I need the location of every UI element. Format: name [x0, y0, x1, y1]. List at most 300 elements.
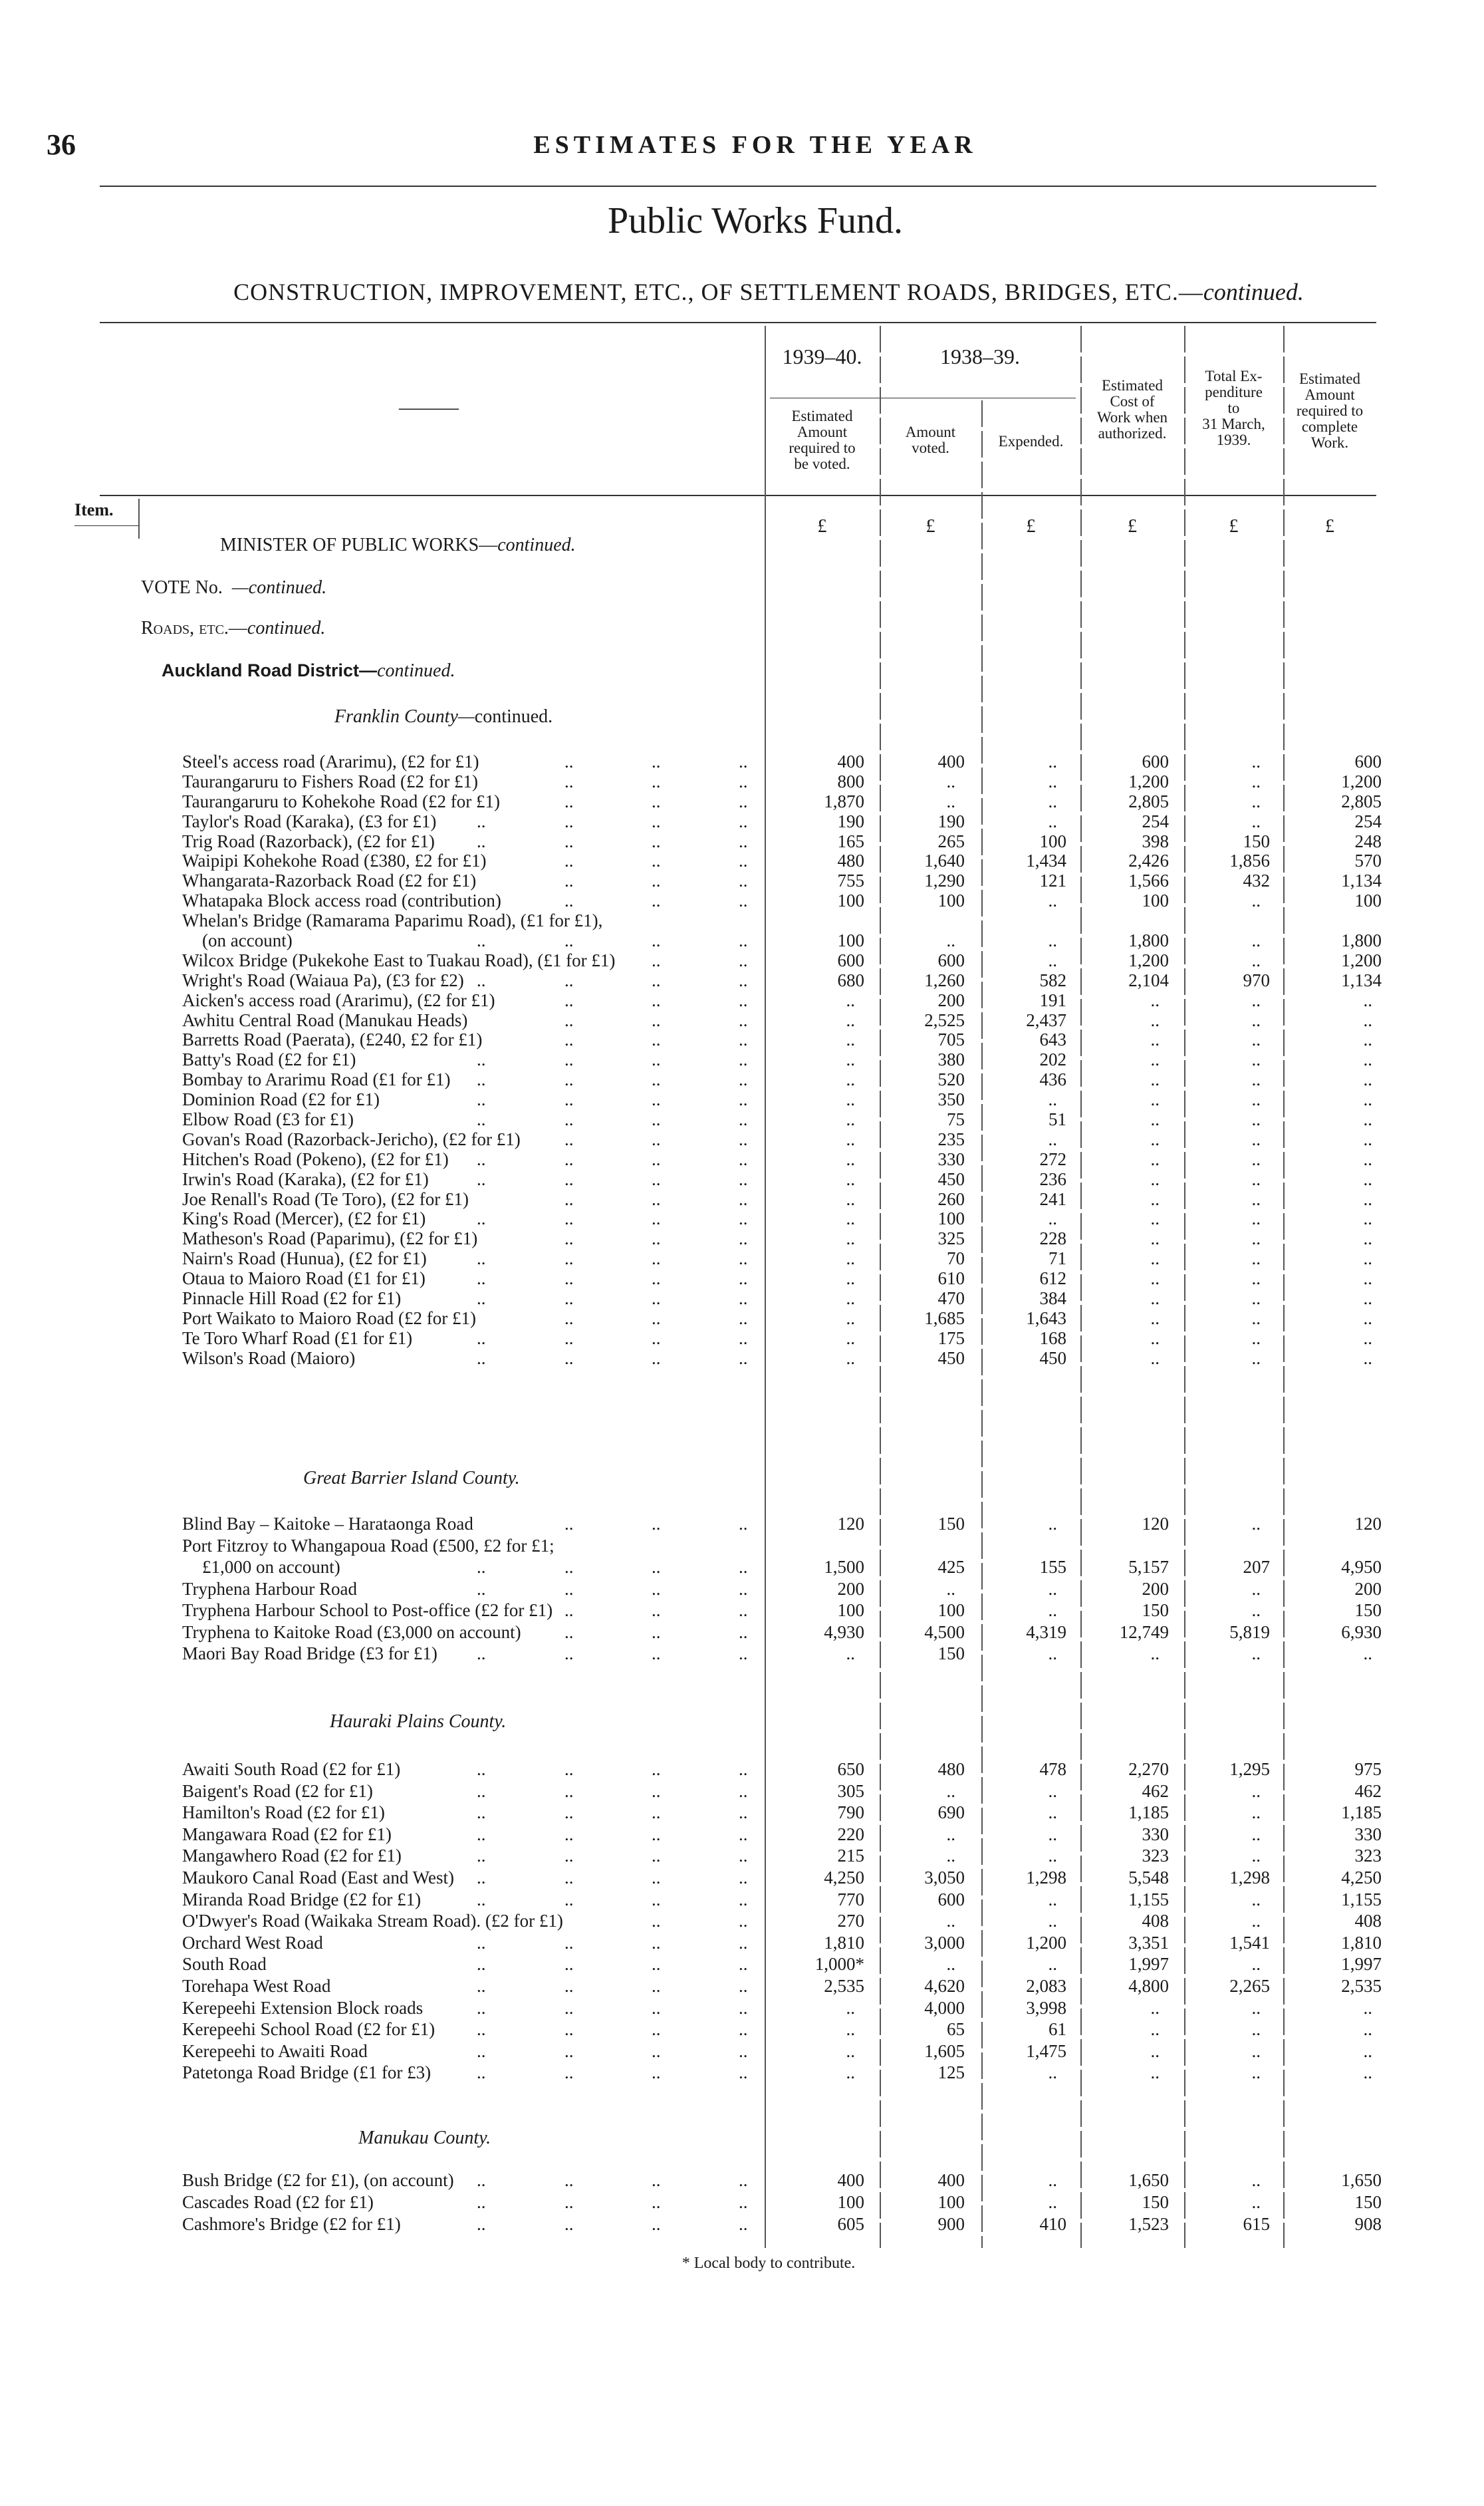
row-description: Mangawhero Road (£2 for £1) — [182, 1846, 402, 1866]
cell-value: .. — [1150, 2040, 1160, 2061]
table-row — [0, 1845, 1484, 1867]
table-row — [0, 1329, 1484, 1349]
dot-leader: .. — [652, 1911, 661, 1931]
currency-symbol: £ — [926, 516, 935, 537]
cell-value: .. — [1251, 1188, 1261, 1209]
cell-value: 582 — [1039, 970, 1066, 990]
table-row — [0, 1910, 1484, 1932]
dot-leader: .. — [477, 1846, 486, 1866]
cell-value: .. — [1150, 1288, 1160, 1309]
row-description: Otaua to Maioro Road (£1 for £1) — [182, 1268, 426, 1289]
dot-leader: .. — [739, 1975, 748, 1996]
header-line: Estimated — [1102, 377, 1163, 394]
dot-leader: .. — [564, 752, 574, 771]
roads-text: Roads, etc.— — [141, 618, 247, 638]
cell-value: .. — [1048, 1889, 1057, 1909]
dot-leader: .. — [652, 1889, 661, 1909]
dot-leader: .. — [564, 1308, 574, 1328]
cell-value: .. — [946, 1911, 955, 1931]
dot-leader: .. — [739, 1228, 748, 1249]
header-line: Expended. — [998, 433, 1064, 450]
row-description: Te Toro Wharf Road (£1 for £1) — [182, 1327, 413, 1348]
county-heading — [358, 2128, 491, 2149]
dot-leader: .. — [477, 1578, 486, 1599]
dot-leader: .. — [564, 1228, 574, 1249]
cell-value: .. — [846, 990, 855, 1010]
dot-leader: .. — [739, 2214, 748, 2234]
dot-leader: .. — [564, 2192, 574, 2212]
cell-value: 235 — [937, 1129, 965, 1149]
cell-value: 1,155 — [1128, 1889, 1169, 1909]
dot-leader: .. — [652, 1069, 661, 1090]
cell-value: 4,930 — [824, 1621, 864, 1642]
header-dash: ——— — [399, 396, 459, 418]
row-description: Kerepeehi to Awaiti Road — [182, 2040, 368, 2061]
cell-value: 254 — [1142, 811, 1169, 831]
dot-leader: .. — [739, 1129, 748, 1149]
cell-value: 478 — [1039, 1759, 1066, 1779]
county-section — [0, 1758, 1484, 2084]
dot-leader: .. — [564, 1557, 574, 1577]
cell-value: 254 — [1354, 811, 1382, 831]
table-row — [0, 1269, 1484, 1289]
cell-value: 2,805 — [1341, 791, 1382, 811]
currency-symbol: £ — [1026, 516, 1036, 537]
dot-leader: .. — [739, 1347, 748, 1368]
cell-value: .. — [1048, 811, 1057, 831]
dot-leader: .. — [739, 1867, 748, 1887]
header-line: Work when — [1096, 409, 1168, 426]
cell-value: 330 — [937, 1149, 965, 1169]
dot-leader: .. — [652, 871, 661, 891]
dot-leader: .. — [564, 990, 574, 1010]
cell-value: .. — [1048, 791, 1057, 811]
table-row — [0, 2191, 1484, 2213]
cell-value: .. — [1251, 930, 1261, 951]
dot-leader: .. — [652, 1557, 661, 1577]
dot-leader: .. — [739, 2040, 748, 2061]
header-line: required to — [789, 440, 856, 456]
dot-leader: .. — [652, 1846, 661, 1866]
row-description: Maukoro Canal Road (East and West) — [182, 1867, 454, 1887]
cell-value: .. — [1251, 1208, 1261, 1229]
cell-value: 1,200 — [1128, 771, 1169, 791]
header-line: Amount — [905, 424, 956, 440]
cell-value: .. — [1048, 2170, 1057, 2190]
row-description: Bush Bridge (£2 for £1), (on account) — [182, 2170, 454, 2190]
row-description: Hamilton's Road (£2 for £1) — [182, 1802, 385, 1823]
dot-leader: .. — [477, 1932, 486, 1953]
dot-leader: .. — [564, 1268, 574, 1289]
row-description: Cascades Road (£2 for £1) — [182, 2192, 374, 2212]
cell-value: 1,134 — [1341, 871, 1382, 891]
dot-leader: .. — [564, 1069, 574, 1090]
dot-leader: .. — [652, 791, 661, 811]
cell-value: .. — [946, 791, 955, 811]
table-row — [0, 891, 1484, 911]
row-description: Blind Bay – Kaitoke – Harataonga Road — [182, 1514, 473, 1534]
dot-leader: .. — [652, 1308, 661, 1328]
row-description: Whatapaka Block access road (contribution) — [182, 891, 501, 911]
dot-leader: .. — [477, 1557, 486, 1577]
item-label: Item. — [74, 500, 114, 519]
cell-value: 100 — [1354, 891, 1382, 911]
cell-value: 1,200 — [1026, 1932, 1066, 1953]
county-name: Great Barrier Island County. — [303, 1468, 520, 1488]
cell-value: 215 — [837, 1846, 864, 1866]
cell-value: 200 — [837, 1578, 864, 1599]
cell-value: .. — [846, 1347, 855, 1368]
cell-value: .. — [846, 1109, 855, 1130]
header-line: authorized. — [1098, 425, 1167, 442]
table-row — [0, 1975, 1484, 1997]
cell-value: 202 — [1039, 1049, 1066, 1070]
row-description: South Road — [182, 1954, 267, 1975]
dot-leader: .. — [652, 1188, 661, 1209]
cell-value: .. — [846, 1327, 855, 1348]
table-row — [0, 1932, 1484, 1954]
dot-leader: .. — [564, 1932, 574, 1953]
cell-value: .. — [1363, 1997, 1372, 2018]
dot-leader: .. — [564, 1169, 574, 1189]
header-line: 1939. — [1216, 432, 1251, 448]
cell-value: 398 — [1142, 831, 1169, 851]
row-description: Awaiti South Road (£2 for £1) — [182, 1759, 401, 1779]
dot-leader: .. — [564, 1997, 574, 2018]
dot-leader: .. — [739, 1149, 748, 1169]
roads-heading — [141, 618, 325, 639]
dot-leader: .. — [564, 891, 574, 911]
cell-value: 71 — [1049, 1248, 1066, 1269]
dot-leader: .. — [652, 1578, 661, 1599]
cell-value: 1,650 — [1341, 2170, 1382, 2190]
dot-leader: .. — [739, 2019, 748, 2040]
dot-leader: .. — [739, 1557, 748, 1577]
cell-value: .. — [1363, 1030, 1372, 1050]
cell-value: 1,541 — [1229, 1932, 1270, 1953]
dot-leader: .. — [652, 950, 661, 970]
cell-value: .. — [846, 1268, 855, 1289]
cell-value: .. — [1150, 1010, 1160, 1030]
dot-leader: .. — [564, 851, 574, 871]
cell-value: 2,270 — [1128, 1759, 1169, 1779]
cell-value: 1,650 — [1128, 2170, 1169, 2190]
header-year-1939-40: 1939–40. — [782, 345, 862, 368]
cell-value: 705 — [937, 1030, 965, 1050]
cell-value: 1,134 — [1341, 970, 1382, 990]
dot-leader: .. — [652, 1149, 661, 1169]
dot-leader: .. — [652, 1208, 661, 1229]
dot-leader: .. — [564, 1867, 574, 1887]
dot-leader: .. — [564, 2170, 574, 2190]
dot-leader: .. — [477, 1997, 486, 2018]
dot-leader: .. — [739, 1911, 748, 1931]
cell-value: 6,930 — [1341, 1621, 1382, 1642]
dot-leader: .. — [739, 1049, 748, 1070]
dot-leader: .. — [739, 891, 748, 911]
row-description: Pinnacle Hill Road (£2 for £1) — [182, 1288, 402, 1309]
header-year-1938-39: 1938–39. — [940, 345, 1020, 368]
row-description: Taurangaruru to Fishers Road (£2 for £1) — [182, 771, 478, 791]
cell-value: .. — [1048, 950, 1057, 970]
row-description: Matheson's Road (Paparimu), (£2 for £1) — [182, 1228, 478, 1249]
cell-value: .. — [1363, 1643, 1372, 1663]
cell-value: 2,265 — [1229, 1975, 1270, 1996]
cell-value: 600 — [937, 950, 965, 970]
dot-leader: .. — [564, 1759, 574, 1779]
dot-leader: .. — [652, 1169, 661, 1189]
cell-value: .. — [1363, 1010, 1372, 1030]
cell-value: 1,997 — [1341, 1954, 1382, 1975]
table-row — [0, 752, 1484, 772]
county-continued: continued. — [474, 706, 553, 727]
header-estimated-amount-to-be-voted — [765, 408, 880, 472]
cell-value: .. — [846, 1069, 855, 1090]
dot-leader: .. — [739, 2170, 748, 2190]
row-description: Elbow Road (£3 for £1) — [182, 1109, 354, 1130]
table-row — [0, 911, 1484, 931]
dot-leader: .. — [652, 930, 661, 951]
cell-value: .. — [1150, 1347, 1160, 1368]
dot-leader: .. — [652, 771, 661, 791]
cell-value: .. — [1251, 2040, 1261, 2061]
cell-value: .. — [1251, 811, 1261, 831]
cell-value: .. — [1048, 1846, 1057, 1866]
row-description: Kerepeehi Extension Block roads — [182, 1997, 424, 2018]
header-line: penditure — [1205, 384, 1263, 400]
district-continued: continued. — [377, 660, 455, 681]
dot-leader: .. — [477, 811, 486, 831]
table-row — [0, 2062, 1484, 2084]
table-row — [0, 1249, 1484, 1269]
cell-value: 1,185 — [1341, 1802, 1382, 1823]
cell-value: .. — [1251, 1514, 1261, 1534]
dot-leader: .. — [652, 1347, 661, 1368]
cell-value: 1,856 — [1229, 851, 1270, 871]
dot-leader: .. — [739, 811, 748, 831]
header-line: to — [1227, 400, 1240, 416]
dot-leader: .. — [564, 1288, 574, 1309]
row-description: Steel's access road (Ararimu), (£2 for £1) — [182, 752, 479, 771]
header-estimated-to-complete — [1283, 371, 1376, 451]
cell-value: .. — [1251, 1327, 1261, 1348]
table-row — [0, 1289, 1484, 1309]
cell-value: .. — [1150, 2062, 1160, 2083]
cell-value: .. — [1150, 1308, 1160, 1328]
dot-leader: .. — [564, 970, 574, 990]
cell-value: 100 — [837, 891, 864, 911]
cell-value: 1,295 — [1229, 1759, 1270, 1779]
dot-leader: .. — [564, 1030, 574, 1050]
cell-value: 270 — [837, 1911, 864, 1931]
table-row — [0, 2040, 1484, 2062]
cell-value: 3,351 — [1128, 1932, 1169, 1953]
dot-leader: .. — [739, 1954, 748, 1975]
cell-value: 1,605 — [924, 2040, 965, 2061]
cell-value: 2,437 — [1026, 1010, 1066, 1030]
cell-value: .. — [1048, 1208, 1057, 1229]
cell-value: 100 — [937, 891, 965, 911]
cell-value: .. — [846, 1149, 855, 1169]
dot-leader: .. — [739, 1169, 748, 1189]
cell-value: .. — [1251, 771, 1261, 791]
row-description: Wilson's Road (Maioro) — [182, 1347, 356, 1368]
dot-leader: .. — [652, 2062, 661, 2083]
cell-value: .. — [1150, 1248, 1160, 1269]
dot-leader: .. — [652, 2019, 661, 2040]
cell-value: 380 — [937, 1049, 965, 1070]
row-description: Patetonga Road Bridge (£1 for £3) — [182, 2062, 432, 2083]
header-line: Estimated — [791, 408, 853, 424]
dot-leader: .. — [739, 2062, 748, 2083]
cell-value: .. — [1251, 1049, 1261, 1070]
dot-leader: .. — [564, 1089, 574, 1110]
district-text: Auckland Road District— — [162, 660, 378, 680]
cell-value: 260 — [937, 1188, 965, 1209]
currency-symbol: £ — [817, 516, 827, 537]
dot-leader: .. — [477, 1049, 486, 1070]
cell-value: 150 — [1354, 2192, 1382, 2212]
cell-value: .. — [846, 1308, 855, 1328]
cell-value: 330 — [1142, 1824, 1169, 1844]
dot-leader: .. — [564, 771, 574, 791]
cell-value: .. — [946, 771, 955, 791]
table-row — [0, 1824, 1484, 1846]
table-row — [0, 2169, 1484, 2191]
dot-leader: .. — [652, 1109, 661, 1130]
row-description: Taylor's Road (Karaka), (£3 for £1) — [182, 811, 437, 831]
fund-title: Public Works Fund. — [607, 200, 904, 241]
cell-value: .. — [1363, 1288, 1372, 1309]
dot-leader: .. — [739, 2192, 748, 2212]
cell-value: 3,000 — [924, 1932, 965, 1953]
row-description: Port Waikato to Maioro Road (£2 for £1) — [182, 1308, 477, 1328]
vote-heading — [141, 577, 326, 599]
table-row — [0, 1643, 1484, 1665]
county-heading — [330, 1711, 506, 1733]
dot-leader: .. — [739, 1208, 748, 1229]
cell-value: 200 — [937, 990, 965, 1010]
cell-value: .. — [946, 1780, 955, 1801]
table-row — [0, 1997, 1484, 2019]
cell-value: 4,000 — [924, 1997, 965, 2018]
row-description: Whelan's Bridge (Ramarama Paparimu Road), (£1 for £1), — [182, 910, 603, 931]
county-heading — [334, 706, 553, 728]
cell-value: 643 — [1039, 1030, 1066, 1050]
dot-leader: .. — [739, 1780, 748, 1801]
row-description: Whangarata-Razorback Road (£2 for £1) — [182, 871, 477, 891]
row-description: Tryphena Harbour School to Post-office (£2 for £1) — [182, 1600, 553, 1620]
cell-value: .. — [1251, 1069, 1261, 1090]
cell-value: .. — [1251, 950, 1261, 970]
county-section — [0, 752, 1484, 1369]
cell-value: 600 — [937, 1889, 965, 1909]
header-line: Total Ex- — [1205, 368, 1263, 384]
cell-value: 400 — [937, 752, 965, 771]
cell-value: 790 — [837, 1802, 864, 1823]
county-name: Hauraki Plains County. — [330, 1711, 507, 1732]
cell-value: .. — [1251, 1802, 1261, 1823]
dot-leader: .. — [477, 1149, 486, 1169]
cell-value: 100 — [1039, 831, 1066, 851]
dot-leader: .. — [477, 2214, 486, 2234]
cell-value: 450 — [937, 1347, 965, 1368]
dot-leader: .. — [477, 1248, 486, 1269]
cell-value: 2,535 — [824, 1975, 864, 1996]
dot-leader: .. — [739, 1846, 748, 1866]
dot-leader: .. — [564, 1643, 574, 1663]
cell-value: 612 — [1039, 1268, 1066, 1289]
cell-value: 100 — [937, 2192, 965, 2212]
cell-value: .. — [1251, 1889, 1261, 1909]
dot-leader: .. — [564, 1889, 574, 1909]
cell-value: .. — [1150, 1109, 1160, 1130]
table-row — [0, 1030, 1484, 1050]
cell-value: .. — [1363, 1129, 1372, 1149]
dot-leader: .. — [477, 970, 486, 990]
dot-leader: .. — [652, 891, 661, 911]
dot-leader: .. — [652, 1954, 661, 1975]
cell-value: .. — [1363, 1109, 1372, 1130]
cell-value: 1,298 — [1229, 1867, 1270, 1887]
dot-leader: .. — [652, 1643, 661, 1663]
cell-value: 330 — [1354, 1824, 1382, 1844]
cell-value: 450 — [1039, 1347, 1066, 1368]
dot-leader: .. — [739, 1109, 748, 1130]
cell-value: 650 — [837, 1759, 864, 1779]
table-row — [0, 1780, 1484, 1802]
dot-leader: .. — [739, 851, 748, 871]
dot-leader: .. — [739, 1514, 748, 1534]
dot-leader: .. — [652, 2192, 661, 2212]
row-description: Miranda Road Bridge (£2 for £1) — [182, 1889, 422, 1909]
cell-value: .. — [946, 1846, 955, 1866]
dot-leader: .. — [652, 1824, 661, 1844]
cell-value: 241 — [1039, 1188, 1066, 1209]
dot-leader: .. — [564, 831, 574, 851]
cell-value: .. — [1251, 1347, 1261, 1368]
cell-value: .. — [1251, 1109, 1261, 1130]
table-row — [0, 1600, 1484, 1621]
dot-leader: .. — [739, 831, 748, 851]
table-row — [0, 1170, 1484, 1190]
cell-value: 350 — [937, 1089, 965, 1110]
cell-value: .. — [1363, 1347, 1372, 1368]
row-description: Irwin's Road (Karaka), (£2 for £1) — [182, 1169, 429, 1189]
cell-value: .. — [846, 1208, 855, 1229]
dot-leader: .. — [739, 1308, 748, 1328]
cell-value: .. — [1251, 1149, 1261, 1169]
dot-leader: .. — [477, 1975, 486, 1996]
cell-value: 100 — [937, 1208, 965, 1229]
cell-value: 265 — [937, 831, 965, 851]
row-description: Dominion Road (£2 for £1) — [182, 1089, 380, 1110]
cell-value: 480 — [837, 851, 864, 871]
table-row — [0, 1190, 1484, 1210]
table-row-continuation — [0, 931, 1484, 951]
dot-leader: .. — [477, 2040, 486, 2061]
cell-value: 1,810 — [824, 1932, 864, 1953]
dot-leader: .. — [564, 1514, 574, 1534]
cell-value: 1,200 — [1341, 771, 1382, 791]
cell-value: .. — [1150, 1069, 1160, 1090]
cell-value: .. — [1048, 1802, 1057, 1823]
cell-value: 207 — [1243, 1557, 1270, 1577]
header-line: Amount — [797, 424, 848, 440]
cell-value: 1,185 — [1128, 1802, 1169, 1823]
cell-value: 462 — [1142, 1780, 1169, 1801]
cell-value: 150 — [1142, 2192, 1169, 2212]
